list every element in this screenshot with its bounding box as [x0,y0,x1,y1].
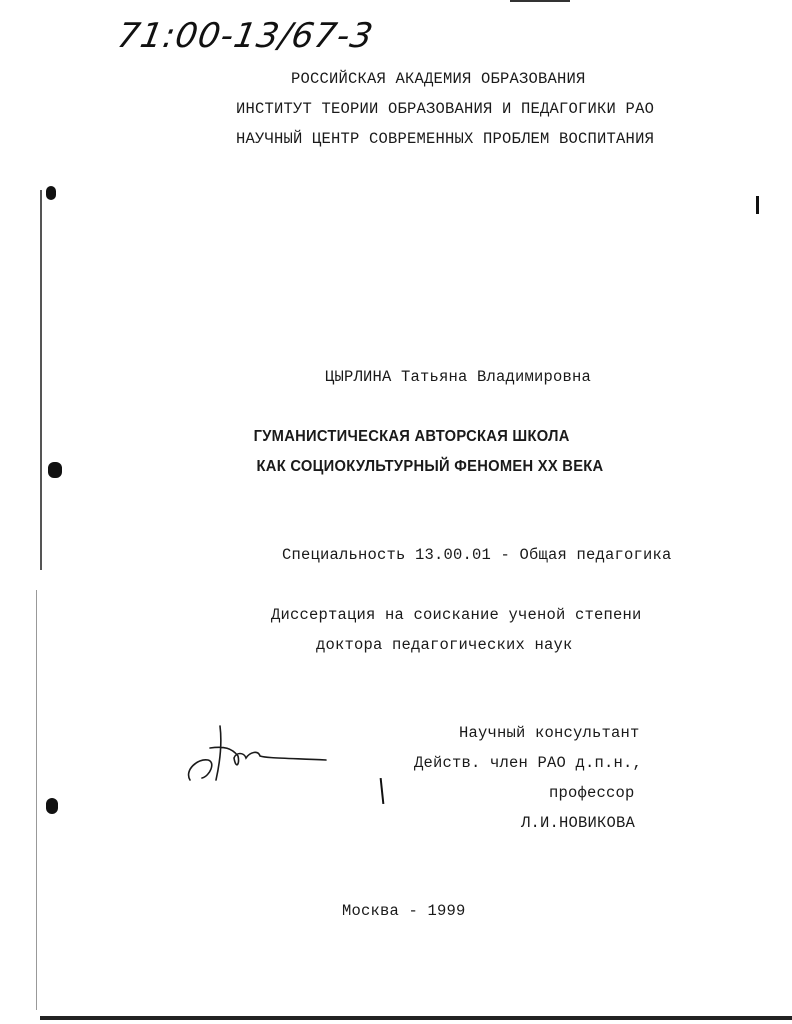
author-name: ЦЫРЛИНА Татьяна Владимировна [325,368,592,386]
scan-bottom-edge [40,1016,792,1020]
scan-blot [46,798,58,814]
pen-mark [380,778,385,804]
advisor-name: Л.И.НОВИКОВА [521,814,636,832]
scan-blot [48,462,62,478]
advisor-label: Научный консультант [459,724,640,742]
advisor-title: профессор [549,784,635,802]
dissertation-title-line1: ГУМАНИСТИЧЕСКАЯ АВТОРСКАЯ ШКОЛА [253,428,570,445]
header-academy: РОССИЙСКАЯ АКАДЕМИЯ ОБРАЗОВАНИЯ [291,70,586,88]
header-institute: ИНСТИТУТ ТЕОРИИ ОБРАЗОВАНИЯ И ПЕДАГОГИКИ РАО [236,100,655,118]
degree-line2: доктора педагогических наук [316,636,573,654]
header-center: НАУЧНЫЙ ЦЕНТР СОВРЕМЕННЫХ ПРОБЛЕМ ВОСПИТАНИЯ [236,130,655,148]
archive-code-handwritten: 71:00-13/67-3 [114,16,377,56]
signature-icon [180,718,330,793]
dissertation-title-line2: КАК СОЦИОКУЛЬТУРНЫЙ ФЕНОМЕН XX ВЕКА [256,458,604,475]
advisor-rank: Действ. член РАО д.п.н., [414,754,643,772]
city-year: Москва - 1999 [342,902,466,920]
specialty: Специальность 13.00.01 - Общая педагогика [282,546,672,564]
scan-edge-line [36,590,37,1010]
scan-blot [46,186,56,200]
scan-edge-mark [756,196,759,214]
scan-top-edge [510,0,570,2]
degree-line1: Диссертация на соискание ученой степени [271,606,642,624]
scan-edge-line [40,190,42,570]
